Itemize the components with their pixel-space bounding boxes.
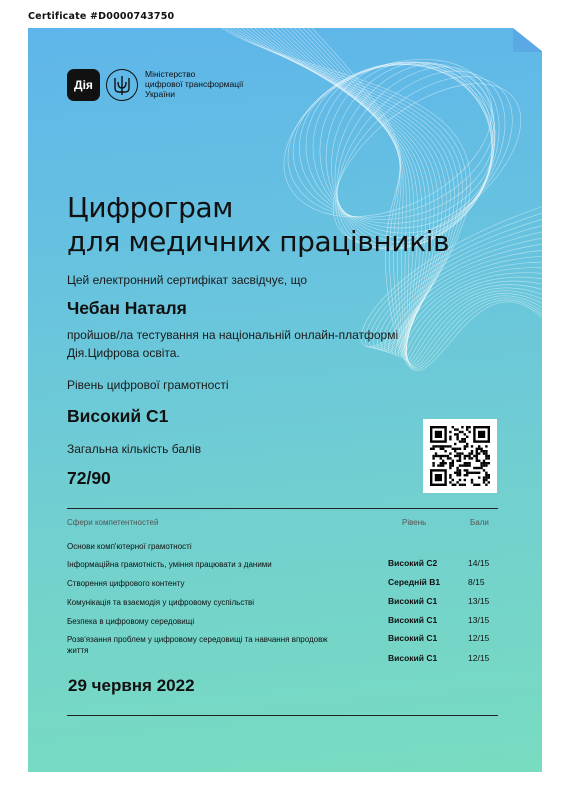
competence-score: 13/15 xyxy=(468,615,490,625)
competence-area: Розв'язання проблем у цифровому середовищі та навчання впродовж життя xyxy=(67,635,328,655)
competence-score: 8/15 xyxy=(468,577,485,587)
competence-level: Високий С2 xyxy=(388,558,438,568)
ministry-line-1: Міністерство xyxy=(145,69,196,79)
header-score: Бали xyxy=(470,518,489,527)
competence-score: 12/15 xyxy=(468,633,490,643)
score-value: 72/90 xyxy=(67,468,111,488)
bottom-divider xyxy=(67,715,498,716)
wave-line xyxy=(231,28,543,351)
ministry-line-3: України xyxy=(145,89,175,99)
qr-code[interactable] xyxy=(423,419,497,493)
trident-emblem-icon xyxy=(106,69,138,101)
qr-code-icon xyxy=(430,426,490,486)
certificate-title xyxy=(67,191,449,259)
competence-level: Високий С1 xyxy=(388,633,438,643)
ministry-line-2: цифрової трансформації xyxy=(145,79,244,89)
competence-score: 14/15 xyxy=(468,558,490,568)
person-name: Чебан Наталя xyxy=(67,298,187,318)
competence-area: Інформаційна грамотність, уміння працювати з даними xyxy=(67,560,272,569)
passed-line-1: пройшов/ла тестування на національній онлайн-платформі xyxy=(67,328,399,342)
decorative-wave-pattern xyxy=(28,28,542,772)
competence-level: Високий С1 xyxy=(388,615,438,625)
passed-text xyxy=(67,326,487,362)
level-value: Високий С1 xyxy=(67,406,169,426)
table-top-divider xyxy=(67,508,498,509)
issue-date: 29 червня 2022 xyxy=(68,676,195,695)
score-label: Загальна кількість балів xyxy=(67,442,202,456)
level-label: Рівень цифрової грамотності xyxy=(67,378,229,392)
competence-area: Комунікація та взаємодія у цифровому суспільстві xyxy=(67,598,255,607)
wave-line xyxy=(222,28,543,350)
ministry-name xyxy=(145,69,243,99)
diia-logo: Дія xyxy=(67,69,100,101)
certificate-card xyxy=(28,28,542,772)
header-level: Рівень xyxy=(402,518,427,527)
competence-area: Основи комп'ютерної грамотності xyxy=(67,542,192,551)
wave-line xyxy=(208,28,542,347)
competence-level: Високий С1 xyxy=(388,596,438,606)
competence-area: Безпека в цифровому середовищі xyxy=(67,617,195,626)
competence-score: 12/15 xyxy=(468,653,490,663)
wave-line xyxy=(226,28,542,350)
competence-level: Середній В1 xyxy=(388,577,441,587)
title-line-1: Цифрограм xyxy=(67,191,233,224)
certifies-text: Цей електронний сертифікат засвідчує, що xyxy=(67,273,308,287)
passed-line-2: Дія.Цифрова освіта. xyxy=(67,346,180,360)
certificate-number: Certificate #D0000743750 xyxy=(28,11,175,22)
competence-score: 13/15 xyxy=(468,596,490,606)
competence-level: Високий С1 xyxy=(388,653,438,663)
header-areas: Сфери компетентностей xyxy=(67,518,159,527)
competence-area: Створення цифрового контенту xyxy=(67,579,185,588)
title-line-2: для медичних працівників xyxy=(67,225,450,258)
